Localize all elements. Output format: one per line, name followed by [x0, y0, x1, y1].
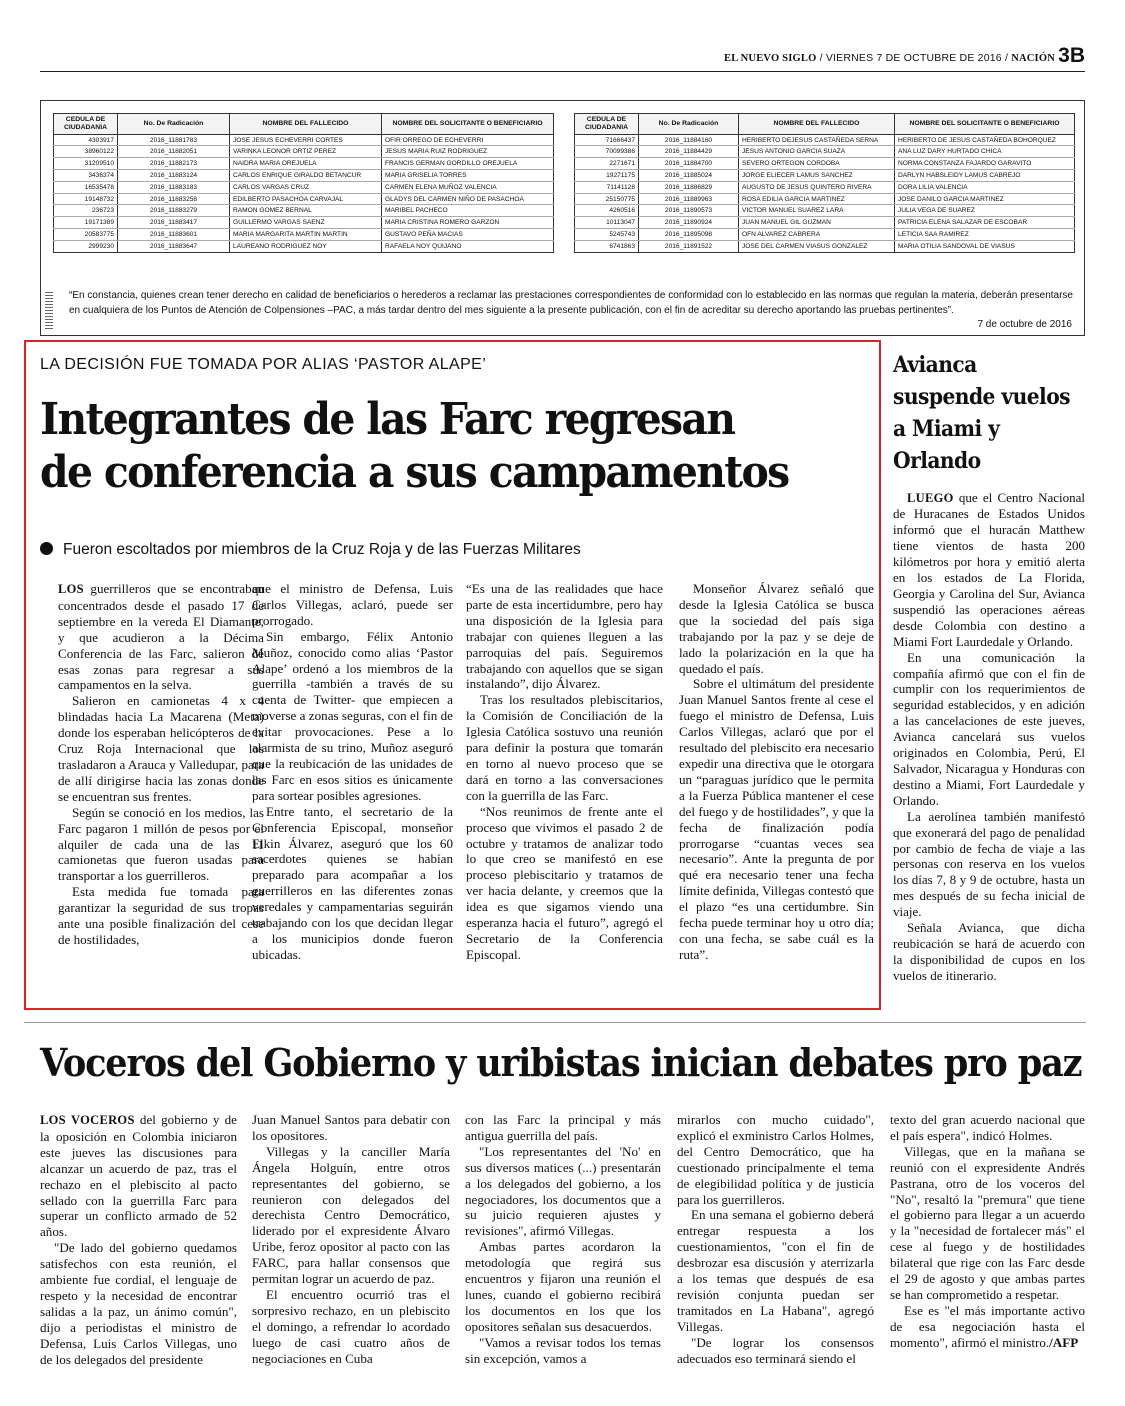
table-cell: 2016_11884700 — [639, 158, 739, 170]
table-cell: 2016_11882051 — [118, 146, 230, 158]
table-cell: 6741863 — [575, 240, 639, 252]
table-row — [54, 229, 554, 241]
table-cell: SEVERO ORTEGON CORDOBA — [739, 158, 895, 170]
table-cell: 70099386 — [575, 146, 639, 158]
table-cell: 2016_11883279 — [118, 205, 230, 217]
table-cell: 71141128 — [575, 181, 639, 193]
table-cell: PATRICIA ELENA SALAZAR DE ESCOBAR — [895, 217, 1075, 229]
table-row — [54, 240, 554, 252]
paragraph: “Nos reunimos de frente ante el proceso que vivimos el pasado 2 de octubre y tratamos de analizar todo lo que creo se manifestó en ese proceso plebiscitario y tratamos de ver hacia delante, y creemos que la idea es que sigamos viendo una esperanza hacia el futuro”, agregó el Secretario de la Conferencia Episcopal. — [466, 803, 663, 962]
table-cell: 2016_11885024 — [639, 170, 739, 182]
table-cell: RAFAELA NOY QUIJANO — [382, 240, 554, 252]
table-row — [575, 158, 1075, 170]
table-cell: MARIBEL PACHECO — [382, 205, 554, 217]
paragraph: Esta medida fue tomada para garantizar la seguridad de sus tropas ante una posible finalización del cese de hostilidades, — [58, 884, 264, 947]
headline-line-2: de conferencia a sus campamentos — [40, 446, 789, 498]
lead-word: LUEGO — [907, 490, 954, 505]
table-header: CEDULA DE CIUDADANIA — [54, 114, 118, 135]
paragraph: Tras los resultados plebiscitarios, la Comisión de Conciliación de la Iglesia Católica sostuvo una reunión para definir la postura que tomarán en torno al nuevo proceso que se dará en torno a las conversaciones con la guerrilla de las Farc. — [466, 692, 663, 803]
paragraph: Monseñor Álvarez señaló que desde la Iglesia Católica se busca que la sociedad del país siga trabajando por la paz y se deje de lado la polarización en la que ha quedado el país. — [679, 581, 874, 676]
print-mark — [45, 291, 53, 329]
table-cell: JOSE DANILO GARCIA MARTINEZ — [895, 193, 1075, 205]
table-cell: DARLYN HABSLEIDY LAMUS CABREJO — [895, 170, 1075, 182]
lead-word: LOS — [58, 582, 84, 596]
bottom-column-5 — [890, 1112, 1085, 1351]
table-header: CEDULA DE CIUDADANIA — [575, 114, 639, 135]
paragraph: En una semana el gobierno deberá entregar respuesta a los cuestionamientos, "con el fin de desbrozar esa discusión y aterrizarla a los temas que después de esa revisión conjunta puedan ser tramitados en La Habana", agregó Villegas. — [677, 1207, 874, 1334]
table-row — [575, 205, 1075, 217]
feature-story — [24, 340, 881, 1010]
table-cell: JORGE ELIECER LAMUS SANCHEZ — [739, 170, 895, 182]
table-cell: 2016_11889963 — [639, 193, 739, 205]
table-header: NOMBRE DEL FALLECIDO — [230, 114, 382, 135]
bullet-icon — [40, 542, 53, 555]
table-cell: JUAN MANUEL GIL GUZMAN — [739, 217, 895, 229]
table-cell: VARINKA LEONOR ORTIZ PEREZ — [230, 146, 382, 158]
page-number: 3B — [1058, 44, 1085, 67]
table-row — [575, 146, 1075, 158]
paragraph: Sin embargo, Félix Antonio Muñoz, conocido como alias ‘Pastor Alape’ ordenó a los miembros de la guerrilla -también a través de su cuenta de Twitter- que empiecen a moverse a zonas seguras, con el fin de evitar provocaciones. Pese a lo alarmista de su trino, Muñoz aseguró que la reubicación de las unidades de las Farc en esos sitios es únicamente para sortear posibles agresiones. — [252, 628, 453, 803]
table-cell: VICTOR MANUEL SUAREZ LARA — [739, 205, 895, 217]
side-story-body — [893, 490, 1085, 984]
table-header: No. De Radicación — [118, 114, 230, 135]
divider — [24, 1022, 1086, 1023]
table-cell: 3436374 — [54, 170, 118, 182]
table-row — [575, 229, 1075, 241]
table-cell: AUGUSTO DE JESUS QUINTERO RIVERA — [739, 181, 895, 193]
table-cell: 2016_11884160 — [639, 134, 739, 146]
paragraph: La aerolínea también manifestó que exonerará del pago de penalidad por cambio de fecha de viaje a las personas con reserva en los vuelos los días 7, 8 y 9 de octubre, hasta un mes después de su fecha inicial de viaje. — [893, 808, 1085, 920]
table-row — [54, 170, 554, 182]
feature-column-4 — [679, 581, 874, 963]
paragraph: texto del gran acuerdo nacional que el país espera", indicó Holmes. — [890, 1112, 1085, 1143]
paragraph: Villegas y la canciller María Ángela Holguín, entre otros representantes del gobierno, se reunieron con delegados del derechista Centro Democrático, liderado por el expresidente Álvaro Uribe, feroz opositor al pacto con las FARC, para hallar consensos que permitan lograr un acuerdo de paz. — [252, 1143, 450, 1287]
paragraph: Villegas, que en la mañana se reunió con el expresidente Andrés Pastrana, otro de los voceros del "No", resaltó la "premura" que tiene el gobierno para llegar a un acuerdo y la "necesidad de fortalecer más" el cese al fuego y de hostilidades bilateral que rige con las Farc desde el 29 de agosto y que ambas partes se han comprometido a respetar. — [890, 1143, 1085, 1302]
table-header: NOMBRE DEL SOLICITANTE O BENEFICIARIO — [895, 114, 1075, 135]
table-cell: MARIA CRISTINA ROMERO GARZON — [382, 217, 554, 229]
table-cell: LETICIA SAA RAMIREZ — [895, 229, 1075, 241]
table-row — [575, 193, 1075, 205]
table-cell: 19171389 — [54, 217, 118, 229]
subhead — [40, 541, 581, 559]
feature-column-1 — [58, 581, 264, 948]
table-row — [54, 217, 554, 229]
table-cell: 2271671 — [575, 158, 639, 170]
paragraph: “Es una de las realidades que hace parte de esta incertidumbre, pero hay una disposición de la Iglesia para trabajar con quienes lleguen a las parroquias del país. Seguiremos trabajando con aquellos que se sigan instalando”, dijo Álvarez. — [466, 581, 663, 692]
table-cell: FRANCIS GERMAN GORDILLO OREJUELA — [382, 158, 554, 170]
table-cell: 236723 — [54, 205, 118, 217]
table-cell: JOSE DEL CARMEN VIASUS GONZALEZ — [739, 240, 895, 252]
feature-column-2 — [252, 581, 453, 963]
table-cell: 71666437 — [575, 134, 639, 146]
bottom-column-2 — [252, 1112, 450, 1367]
table-cell: 4260516 — [575, 205, 639, 217]
table-row — [575, 134, 1075, 146]
table-cell: 2016_11883647 — [118, 240, 230, 252]
table-cell: 2016_11881783 — [118, 134, 230, 146]
bottom-column-3 — [465, 1112, 661, 1367]
table-cell: CARLOS VARGAS CRUZ — [230, 181, 382, 193]
table-cell: MARIA OTILIA SANDOVAL DE VIASUS — [895, 240, 1075, 252]
table-row — [54, 146, 554, 158]
bottom-column-1 — [40, 1112, 237, 1368]
table-cell: 2016_11883258 — [118, 193, 230, 205]
table-cell: 2016_11882173 — [118, 158, 230, 170]
table-cell: MARIA MARGARITA MARTIN MARTIN — [230, 229, 382, 241]
feature-headline — [40, 394, 812, 500]
newspaper-name: EL NUEVO SIGLO — [724, 53, 817, 64]
table-cell: 5245743 — [575, 229, 639, 241]
kicker: LA DECISIÓN FUE TOMADA POR ALIAS ‘PASTOR ALAPE’ — [40, 356, 487, 373]
table-cell: 4303917 — [54, 134, 118, 146]
table-cell: GLADYS DEL CARMEN NIÑO DE PASACHOA — [382, 193, 554, 205]
notice-text: “En constancia, quienes crean tener derecho en calidad de beneficiarios o herederos a reclamar las prestaciones correspondientes de conformidad con lo establecido en las normas que regulan la materia, deberán presentarse en cualquiera de los Puntos de Atención de Colpensiones –PAC, a más tardar dentro del mes siguiente a la presente publicación, con el fin de acreditar su derecho aportando las pruebas pertinentes”. — [69, 290, 1073, 316]
table-cell: GUSTAVO PEÑA MACIAS — [382, 229, 554, 241]
table-cell: 2016_11886829 — [639, 181, 739, 193]
lead-word: LOS VOCEROS — [40, 1113, 135, 1127]
table-cell: NAIDRA MARIA OREJUELA — [230, 158, 382, 170]
paragraph: con las Farc la principal y más antigua guerrilla del país. — [465, 1112, 661, 1143]
table-cell: EDILBERTO PASACHOA CARVAJAL — [230, 193, 382, 205]
table-row — [54, 134, 554, 146]
table-header: NOMBRE DEL SOLICITANTE O BENEFICIARIO — [382, 114, 554, 135]
table-cell: HERIBERTO DEJESUS CASTAÑEDA SERNA — [739, 134, 895, 146]
paragraph: "Los representantes del 'No' en sus diversos matices (...) presentarán a los delegados del gobierno, a los negociadores, los documentos que a su juicio requieren ajustes y revisiones", afirmó Villegas. — [465, 1143, 661, 1239]
masthead-text: EL NUEVO SIGLO / VIERNES 7 DE OCTUBRE DE 2016 / NACIÓN — [724, 52, 1055, 64]
table-cell: ANA LUZ DARY HURTADO CHICA — [895, 146, 1075, 158]
table-row — [54, 158, 554, 170]
table-header: NOMBRE DEL FALLECIDO — [739, 114, 895, 135]
table-cell: 2016_11883601 — [118, 229, 230, 241]
subhead-text: Fueron escoltados por miembros de la Cruz Roja y de las Fuerzas Militares — [63, 541, 581, 558]
table-cell: 2016_11890573 — [639, 205, 739, 217]
paragraph: Señala Avianca, que dicha reubicación se hará de acuerdo con la disponibilidad de cupos en los vuelos de itinerario. — [893, 920, 1085, 983]
table-cell: 16535478 — [54, 181, 118, 193]
registry-table-left — [53, 113, 554, 253]
table-cell: LAUREANO RODRIGUEZ NOY — [230, 240, 382, 252]
side-story — [893, 350, 1085, 984]
table-row — [575, 181, 1075, 193]
table-cell: NORMA CONSTANZA FAJARDO GARAVITO — [895, 158, 1075, 170]
table-cell: OFN ALVAREZ CABRERA — [739, 229, 895, 241]
table-cell: 2016_11883124 — [118, 170, 230, 182]
table-row — [575, 217, 1075, 229]
table-cell: 25150775 — [575, 193, 639, 205]
section-name: NACIÓN — [1011, 53, 1055, 64]
masthead — [40, 46, 1085, 72]
paragraph: Según se conoció en los medios, las Farc pagaron 1 millón de pesos por el alquiler de cada una de las 11 camionetas que fueron usadas para transportar a los guerrilleros. — [58, 804, 264, 884]
table-cell: 2016_11884429 — [639, 146, 739, 158]
paragraph: Entre tanto, el secretario de la Conferencia Episcopal, monseñor Elkin Álvarez, aseguró que los 60 sacerdotes quienes se habían preparado para acompañar a los guerrilleros en las diferentes zonas veredales y campamentarias seguirán trabajando con los que decidan llegar a los municipios donde fueron ubicadas. — [252, 803, 453, 962]
table-cell: 38960122 — [54, 146, 118, 158]
table-cell: MARIA GRISELIA TORRES — [382, 170, 554, 182]
table-cell: JESUS ANTONIO GARCIA SUAZA — [739, 146, 895, 158]
paragraph: LOS guerrilleros que se encontraban concentrados desde el pasado 17 de septiembre en la vereda El Diamante, y que acudieron a la Décima Conferencia de las Farc, salieron de esas zonas para regresar a sus campamentos en la selva. — [58, 581, 264, 693]
paragraph: Juan Manuel Santos para debatir con los opositores. — [252, 1112, 450, 1143]
table-cell: HERIBERTO DE JESUS CASTAÑEDA BOHORQUEZ — [895, 134, 1075, 146]
table-cell: 10113047 — [575, 217, 639, 229]
table-cell: OFIR ORREGO DE ECHEVERRI — [382, 134, 554, 146]
table-cell: 19148732 — [54, 193, 118, 205]
table-row — [575, 240, 1075, 252]
paragraph: "De lado del gobierno quedamos satisfechos con esta reunión, el ambiente fue cordial, el lenguaje de respeto y la necesidad de encontrar salidas a la paz, un ánimo común", dijo a periodistas el ministro de Defensa, Luis Carlos Villegas, uno de los delegados del presidente — [40, 1240, 237, 1367]
side-story-headline: Avianca suspende vuelos a Miami y Orlando — [893, 352, 1070, 474]
table-row — [575, 170, 1075, 182]
paragraph: Ambas partes acordaron la metodología que regirá sus encuentros y fijaron una reunión el lunes, cuando el gobierno recibirá los documentos en los que los opositores señalan sus desacuerdos. — [465, 1239, 661, 1334]
table-row — [54, 181, 554, 193]
table-cell: 19271175 — [575, 170, 639, 182]
paragraph: LUEGO que el Centro Nacional de Huracanes de Estados Unidos informó que el huracán Matthew tiene vientos de hasta 200 kilómetros por hora y emitió alerta en los estados de La Florida, Georgia y Carolina del Sur, Avianca suspendió las operaciones aéreas desde Colombia con destino a Miami Fort Laurdedale y Orlando. — [893, 489, 1085, 649]
paragraph: mirarlos con mucho cuidado", explicó el exministro Carlos Holmes, del Centro Democrático, que ha cuestionado principalmente el tema de elegibilidad política y de justicia para los guerrilleros. — [677, 1112, 874, 1207]
table-row — [54, 193, 554, 205]
table-cell: 2016_11890924 — [639, 217, 739, 229]
table-cell: ROSA EDILIA GARCIA MARTINEZ — [739, 193, 895, 205]
paragraph: Ese es "el más importante activo de esa negociación hasta el momento", afirmó el ministro./AFP — [890, 1302, 1085, 1350]
paragraph: LOS VOCEROS del gobierno y de la oposición en Colombia iniciaron este jueves las discusiones para alcanzar un acuerdo de paz, tras el rechazo en el plebiscito al pacto sellado con la guerrilla Farc para superar un conflicto armado de 52 años. — [40, 1112, 237, 1240]
table-cell: CARMEN ELENA MUÑOZ VALENCIA — [382, 181, 554, 193]
table-cell: 2016_11895098 — [639, 229, 739, 241]
headline-line-1: Integrantes de las Farc regresan — [40, 394, 735, 445]
table-cell: DORA LILIA VALENCIA — [895, 181, 1075, 193]
table-cell: JESUS MARIA RUIZ RODRIGUEZ — [382, 146, 554, 158]
table-cell: 31209510 — [54, 158, 118, 170]
table-cell: 2999230 — [54, 240, 118, 252]
feature-column-3 — [466, 581, 663, 963]
table-cell: 20583775 — [54, 229, 118, 241]
table-cell: RAMON GOMEZ BERNAL — [230, 205, 382, 217]
paragraph: Sobre el ultimátum del presidente Juan Manuel Santos frente al cese el fuego el ministro de Defensa, Luis Carlos Villegas, aclaró que por el resultado del plebiscito era necesario expedir una directiva que le otorgara un “paraguas jurídico que le permita a la Fuerza Pública mantener el cese del fuego y de hostilidades”, y que la fecha de finalización podía prorrogarse “cuantas veces sea necesario”. Ante la pregunta de por qué era necesario tener una fecha límite definida, Villegas contestó que el plazo “es una certidumbre. Sin fecha puede terminar hoy u otro día; con una fecha, se sabe cuál es la ruta”. — [679, 676, 874, 962]
notice-date: 7 de octubre de 2016 — [977, 319, 1072, 330]
byline: /AFP — [1049, 1334, 1079, 1350]
paragraph: En una comunicación la compañía afirmó que con el fin de cumplir con los requerimientos de seguridad establecidos, y en adición a las cancelaciones de este jueves, Avianca cancelará sus vuelos originados en Colombia, Perú, El Salvador, Nicaragua y Honduras con destino a Miami, Fort Laurdedale y Orlando. — [893, 649, 1085, 808]
table-cell: 2016_11883417 — [118, 217, 230, 229]
paragraph: "De lograr los consensos adecuados eso terminará siendo el — [677, 1334, 874, 1366]
paragraph: El encuentro ocurrió tras el sorpresivo rechazo, en un plebiscito el domingo, a refrendar lo acordado luego de casi cuatro años de negociaciones en Cuba — [252, 1286, 450, 1366]
paragraph: "Vamos a revisar todos los temas sin excepción, vamos a — [465, 1334, 661, 1366]
table-cell: JOSE JESUS ECHEVERRI CORTES — [230, 134, 382, 146]
table-cell: GUILLERMO VARGAS SAENZ — [230, 217, 382, 229]
table-cell: 2016_11883183 — [118, 181, 230, 193]
table-cell: CARLOS ENRIQUE GIRALDO BETANCUR — [230, 170, 382, 182]
paragraph: que el ministro de Defensa, Luis Carlos Villegas, aclaró, puede ser prorrogado. — [252, 581, 453, 628]
colpensiones-notice — [40, 100, 1085, 336]
table-cell: JULIA VEGA DE SUAREZ — [895, 205, 1075, 217]
table-row — [54, 205, 554, 217]
bottom-story-headline: Voceros del Gobierno y uribistas inician debates pro paz — [40, 1040, 1082, 1085]
paragraph: Salieron en camionetas 4 x 4 blindadas hacia La Macarena (Meta) donde los esperaban helicópteros de la Cruz Roja Internacional que los trasladaron a Arauca y Valledupar, para de allí dirigirse hacia las zonas donde se encuentran sus frentes. — [58, 693, 264, 804]
table-header: No. De Radicación — [639, 114, 739, 135]
table-cell: 2016_11891522 — [639, 240, 739, 252]
bottom-column-4 — [677, 1112, 874, 1367]
registry-table-right — [574, 113, 1075, 253]
edition-date: VIERNES 7 DE OCTUBRE DE 2016 — [825, 52, 1002, 64]
